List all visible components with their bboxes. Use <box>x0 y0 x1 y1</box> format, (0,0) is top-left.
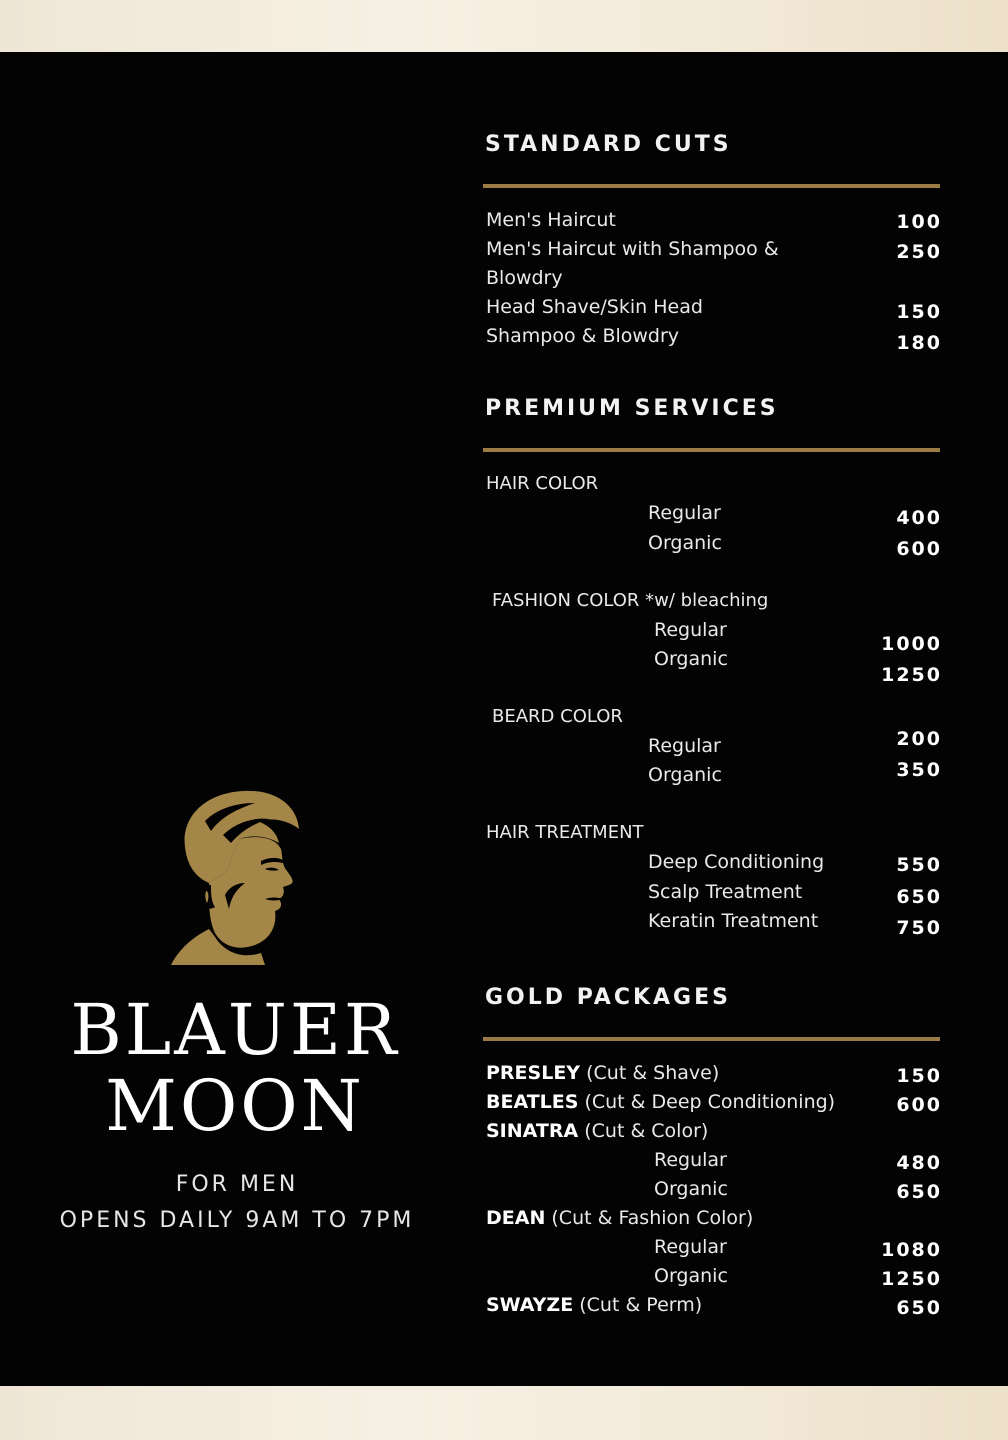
menu-item-name: Regular <box>654 619 727 641</box>
package-price: 650 <box>896 1297 942 1319</box>
section-divider <box>483 184 940 188</box>
menu-item-price: 400 <box>896 507 942 529</box>
menu-item-name: Organic <box>648 532 722 554</box>
menu-item-price: 180 <box>896 332 942 354</box>
package-desc: (Cut & Fashion Color) <box>545 1207 754 1229</box>
menu-item-name: Scalp Treatment <box>648 881 803 903</box>
category-fashion-color: FASHION COLOR *w/ bleaching <box>492 590 769 611</box>
package-name: SINATRA <box>486 1120 579 1142</box>
menu-item-price: 1000 <box>881 633 942 655</box>
package-option: Regular <box>654 1236 727 1258</box>
menu-item-name: Men's Haircut <box>486 209 616 231</box>
package-option: Organic <box>654 1178 728 1200</box>
category-hair-color: HAIR COLOR <box>486 473 599 494</box>
menu-item-name: Deep Conditioning <box>648 851 825 873</box>
menu-item-price: 750 <box>896 917 942 939</box>
menu-item-price: 250 <box>896 241 942 263</box>
brand-tagline: FOR MEN <box>175 1172 299 1197</box>
opening-hours: OPENS DAILY 9AM TO 7PM <box>59 1208 415 1233</box>
package-desc: (Cut & Deep Conditioning) <box>578 1091 836 1113</box>
package-price: 600 <box>896 1094 942 1116</box>
menu-item-price: 600 <box>896 538 942 560</box>
package-swayze <box>486 1294 702 1316</box>
menu-item-name: Head Shave/Skin Head <box>486 296 703 318</box>
package-beatles <box>486 1091 835 1113</box>
menu-item-price: 100 <box>896 211 942 233</box>
menu-item-name: Shampoo & Blowdry <box>486 325 680 347</box>
bearded-man-logo-icon <box>165 787 305 965</box>
category-hair-treatment: HAIR TREATMENT <box>486 822 644 843</box>
section-heading-premium-services: PREMIUM SERVICES <box>485 396 779 421</box>
category-beard-color: BEARD COLOR <box>492 706 623 727</box>
package-desc: (Cut & Color) <box>578 1120 709 1142</box>
section-divider <box>483 448 940 452</box>
package-price: 650 <box>896 1181 942 1203</box>
package-option: Organic <box>654 1265 728 1287</box>
section-divider <box>483 1037 940 1041</box>
menu-item-price: 150 <box>896 301 942 323</box>
package-sinatra <box>486 1120 708 1142</box>
menu-board <box>0 52 1008 1386</box>
menu-item-name: Keratin Treatment <box>648 910 819 932</box>
package-price: 480 <box>896 1152 942 1174</box>
package-name: DEAN <box>486 1207 546 1229</box>
menu-item-price: 550 <box>896 854 942 876</box>
menu-item-name: Regular <box>648 502 721 524</box>
package-price: 150 <box>896 1065 942 1087</box>
package-dean <box>486 1207 753 1229</box>
menu-item-price: 1250 <box>881 664 942 686</box>
package-desc: (Cut & Perm) <box>573 1294 703 1316</box>
package-presley <box>486 1062 719 1084</box>
brand-name-line1: BLAUER <box>70 989 400 1071</box>
package-name: BEATLES <box>486 1091 579 1113</box>
menu-item-name: Organic <box>648 764 722 786</box>
menu-item-name: Organic <box>654 648 728 670</box>
package-name: PRESLEY <box>486 1062 581 1084</box>
menu-item-price: 350 <box>896 759 942 781</box>
menu-item-price: 650 <box>896 886 942 908</box>
package-name: SWAYZE <box>486 1294 574 1316</box>
brand-name-line2: MOON <box>105 1065 365 1147</box>
section-heading-gold-packages: GOLD PACKAGES <box>485 985 731 1010</box>
package-price: 1250 <box>881 1268 942 1290</box>
section-heading-standard-cuts: STANDARD CUTS <box>485 132 732 157</box>
menu-item-name: Regular <box>648 735 721 757</box>
package-desc: (Cut & Shave) <box>580 1062 720 1084</box>
menu-item-name-cont: Blowdry <box>486 267 563 289</box>
menu-item-name: Men's Haircut with Shampoo & <box>486 238 779 260</box>
package-price: 1080 <box>881 1239 942 1261</box>
menu-item-price: 200 <box>896 728 942 750</box>
package-option: Regular <box>654 1149 727 1171</box>
